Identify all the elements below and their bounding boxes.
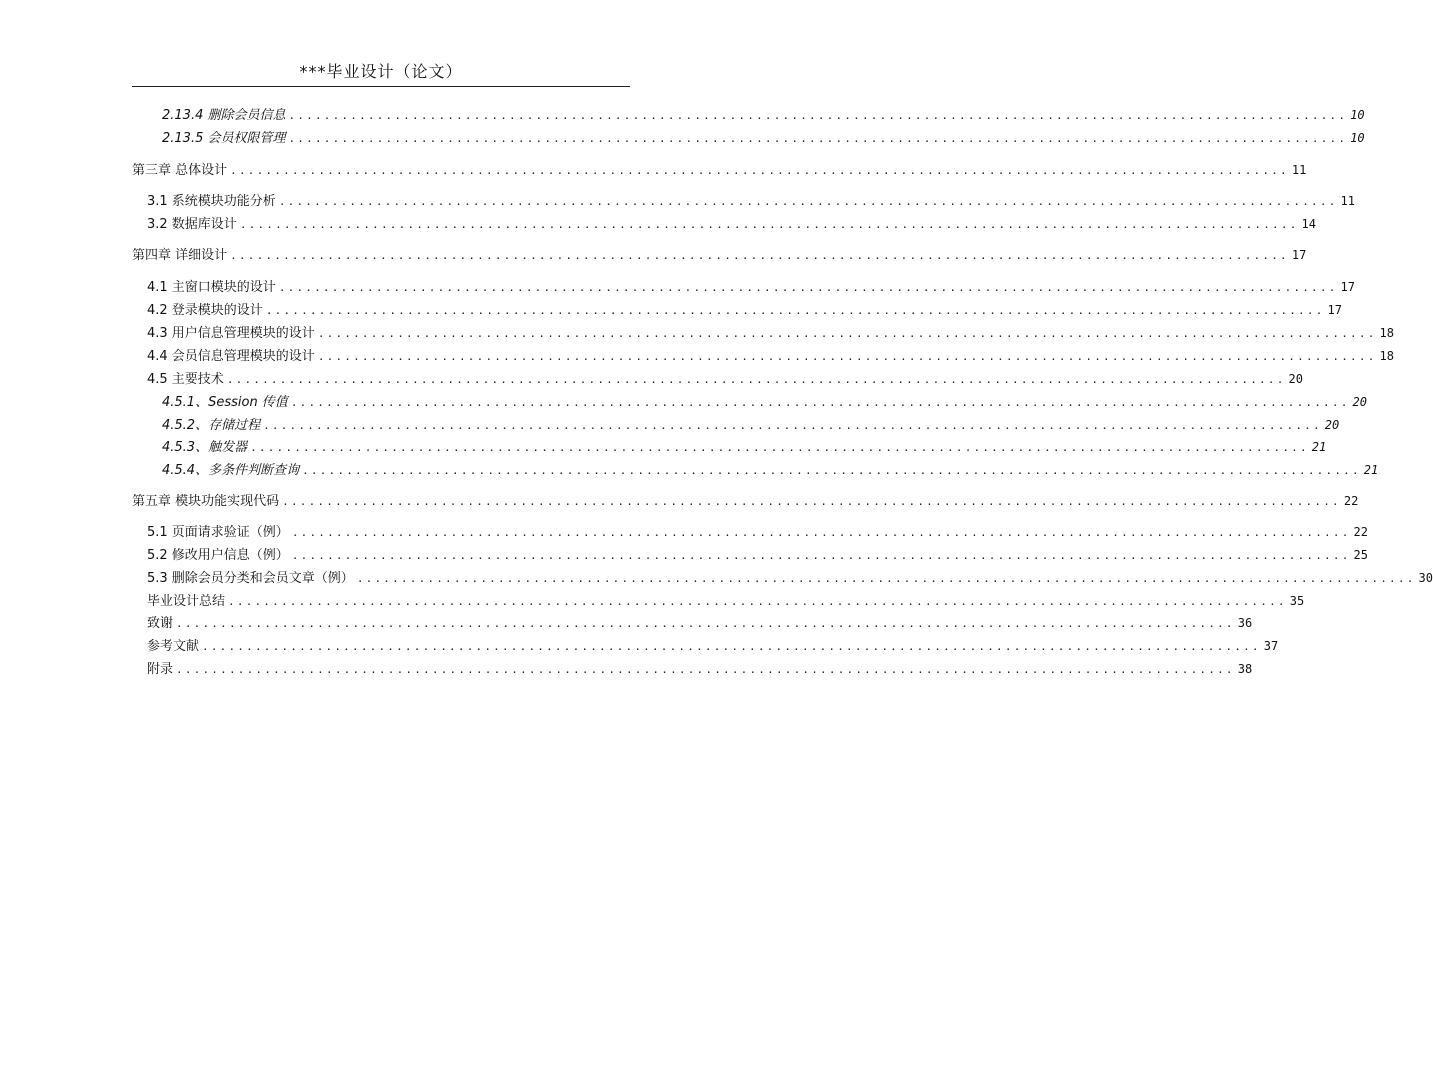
toc-entry-page: 10 [1350, 108, 1365, 122]
toc-leader: ........................................................................................................................ [176, 617, 1235, 630]
toc-entry [147, 591, 1305, 611]
toc-entry-title: 4.2 登录模块的设计 [147, 303, 263, 318]
toc-leader: ........................................................................................................................ [291, 549, 1351, 562]
toc-entry [162, 415, 1340, 435]
toc-entry [147, 323, 1394, 343]
toc-leader: ........................................................................................................................ [302, 464, 1361, 477]
toc-entry-page: 37 [1263, 639, 1279, 653]
toc-entry-title: 毕业设计总结 [147, 594, 226, 609]
toc-entry [162, 105, 1365, 125]
toc-entry-page: 30 [1418, 571, 1433, 585]
toc-entry-title: 4.5.4、多条件判断查询 [162, 463, 300, 478]
toc-entry-page: 21 [1363, 463, 1379, 477]
toc-entry-title: 3.1 系统模块功能分析 [147, 194, 276, 209]
toc-entry-title: 4.5 主要技术 [147, 372, 224, 387]
toc-entry-title: 第三章 总体设计 [132, 163, 228, 178]
toc-entry-page: 35 [1289, 594, 1305, 608]
toc-entry-title: 2.13.5 会员权限管理 [162, 131, 286, 146]
toc-leader: ........................................................................................................................ [291, 526, 1351, 539]
toc-entry-page: 17 [1327, 303, 1342, 317]
toc-entry-page: 11 [1340, 194, 1355, 208]
toc-entry [147, 300, 1342, 320]
toc-entry [132, 491, 1359, 511]
toc-entry-title: 附录 [147, 662, 174, 677]
toc-entry-title: 第五章 模块功能实现代码 [132, 494, 280, 509]
toc-leader: ........................................................................................................................ [282, 495, 1341, 508]
toc-entry-page: 22 [1343, 494, 1359, 508]
toc-leader: ........................................................................................................................ [290, 396, 1350, 409]
toc-leader: ........................................................................................................................ [230, 164, 1289, 177]
toc-entry [147, 568, 1433, 588]
toc-entry [147, 191, 1355, 211]
toc-leader: ........................................................................................................................ [176, 663, 1235, 676]
toc-entry-page: 18 [1379, 326, 1394, 340]
toc-leader: ........................................................................................................................ [202, 640, 1261, 653]
toc-entry [147, 214, 1316, 234]
toc-entry-title: 4.1 主窗口模块的设计 [147, 280, 276, 295]
toc-entry [132, 160, 1307, 180]
toc-leader: ........................................................................................................................ [239, 218, 1299, 231]
toc-entry [147, 545, 1368, 565]
toc-entry-title: 4.5.2、存储过程 [162, 418, 261, 433]
toc-leader: ........................................................................................................................ [226, 373, 1286, 386]
toc-leader: ........................................................................................................................ [288, 132, 1348, 145]
toc-leader: ........................................................................................................................ [230, 249, 1289, 262]
toc-leader: ........................................................................................................................ [278, 195, 1338, 208]
toc-entry-page: 22 [1353, 525, 1368, 539]
toc-entry-title: 5.1 页面请求验证（例） [147, 525, 289, 540]
toc-entry-title: 4.5.1、Session 传值 [162, 395, 288, 410]
toc-entry-page: 11 [1291, 163, 1307, 177]
toc-leader: ........................................................................................................................ [265, 304, 1325, 317]
toc-entry-page: 20 [1324, 418, 1340, 432]
toc-leader: ........................................................................................................................ [250, 441, 1309, 454]
toc-entry-page: 20 [1288, 372, 1303, 386]
toc-leader: ........................................................................................................................ [288, 109, 1348, 122]
toc-leader: ........................................................................................................................ [317, 327, 1377, 340]
toc-entry [147, 346, 1394, 366]
toc-entry-title: 参考文献 [147, 639, 200, 654]
toc-entry-page: 10 [1350, 131, 1365, 145]
toc-entry [132, 245, 1307, 265]
toc-entry-title: 3.2 数据库设计 [147, 217, 237, 232]
toc-entry-title: 4.5.3、触发器 [162, 440, 248, 455]
toc-entry-page: 14 [1301, 217, 1316, 231]
toc-entry [162, 460, 1379, 480]
toc-entry [162, 128, 1365, 148]
toc-entry-title: 5.3 删除会员分类和会员文章（例） [147, 571, 354, 586]
toc-entry-page: 21 [1311, 440, 1327, 454]
toc-entry [147, 277, 1355, 297]
header-title: ***毕业设计（论文） [299, 62, 463, 81]
toc-entry [147, 613, 1253, 633]
toc-entry-title: 2.13.4 删除会员信息 [162, 108, 286, 123]
toc-entry-title: 5.2 修改用户信息（例） [147, 548, 289, 563]
toc-entry-page: 17 [1340, 280, 1355, 294]
toc-entry-page: 18 [1379, 349, 1394, 363]
toc-entry [147, 522, 1368, 542]
toc-leader: ........................................................................................................................ [317, 350, 1377, 363]
toc-entry-page: 25 [1353, 548, 1368, 562]
toc-entry-page: 38 [1237, 662, 1253, 676]
toc-entry-title: 致谢 [147, 616, 174, 631]
toc-entry [147, 659, 1253, 679]
toc-entry-title: 4.4 会员信息管理模块的设计 [147, 349, 315, 364]
toc-entry [147, 636, 1279, 656]
toc-leader: ........................................................................................................................ [228, 595, 1287, 608]
toc-entry-page: 36 [1237, 616, 1253, 630]
toc-entry-page: 17 [1291, 248, 1307, 262]
toc-leader: ........................................................................................................................ [263, 419, 1322, 432]
toc-leader: ........................................................................................................................ [278, 281, 1338, 294]
toc-entry [147, 369, 1303, 389]
toc-leader: ........................................................................................................................ [356, 572, 1416, 585]
toc-entry [162, 437, 1327, 457]
toc-entry-title: 4.3 用户信息管理模块的设计 [147, 326, 315, 341]
toc-entry [162, 392, 1367, 412]
toc-entry-page: 20 [1352, 395, 1367, 409]
toc-entry-title: 第四章 详细设计 [132, 248, 228, 263]
